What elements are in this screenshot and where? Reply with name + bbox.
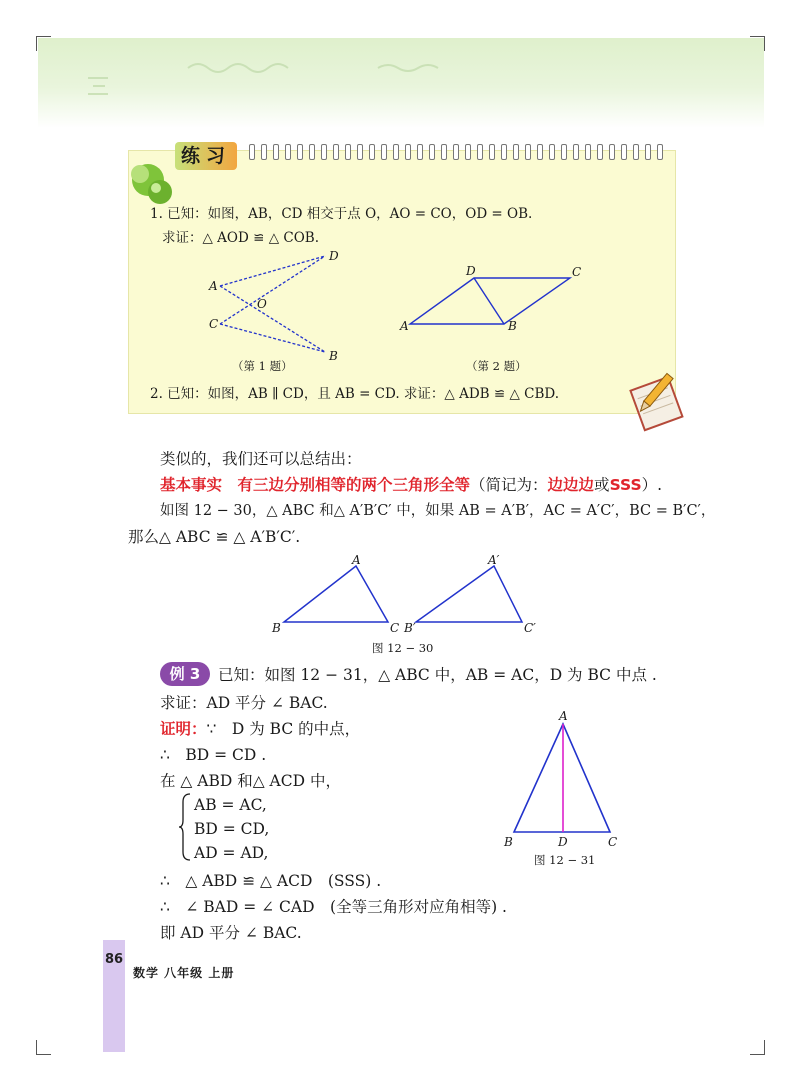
- label-a: A: [209, 279, 218, 293]
- body-line-4: 那么△ ABC ≌ △ A′B′C′.: [128, 528, 301, 546]
- label-a: A: [352, 554, 361, 567]
- spiral-ring: [489, 144, 495, 160]
- spiral-ring: [477, 144, 483, 160]
- banner-decoration: [38, 38, 764, 128]
- body-line-3: 如图 12 − 30，△ ABC 和△ A′B′C′ 中，如果 AB = A′B′，AC = A′C′，BC = B′C′，: [160, 503, 716, 519]
- notebook-pencil-icon: [622, 368, 694, 436]
- example-prove: 求证：AD 平分 ∠ BAC.: [160, 694, 328, 712]
- spiral-ring: [357, 144, 363, 160]
- spiral-ring: [561, 144, 567, 160]
- crop-mark-bottom-left: [36, 1040, 51, 1055]
- spiral-ring: [657, 144, 663, 160]
- proof-step-4: ∴ ∠ BAD = ∠ CAD (全等三角形对应角相等) .: [160, 898, 507, 916]
- q2-text: 2. 已知：如图，AB ∥ CD，且 AB = CD. 求证：△ ADB ≌ △ CBD.: [150, 386, 560, 402]
- triangle-a-prime: [416, 566, 522, 622]
- spiral-ring: [309, 144, 315, 160]
- proof-label: 证明：: [160, 720, 207, 738]
- example-badge: 例 3: [160, 662, 210, 686]
- proof-because: ∵ D 为 BC 的中点，: [206, 720, 361, 738]
- exercise-title: 练习: [175, 142, 237, 170]
- spiral-ring: [513, 144, 519, 160]
- spiral-ring: [261, 144, 267, 160]
- diagonal-db: [474, 278, 504, 324]
- fig-12-30-caption: 图 12 − 30: [372, 641, 434, 655]
- label-c: C: [390, 621, 400, 635]
- spiral-ring: [645, 144, 651, 160]
- spiral-ring: [621, 144, 627, 160]
- brace-line-3: AD = AD,: [194, 844, 269, 862]
- spiral-ring: [285, 144, 291, 160]
- spiral-ring: [297, 144, 303, 160]
- spiral-ring: [345, 144, 351, 160]
- label-c: C: [209, 317, 219, 331]
- fact-paren-close: ）.: [641, 476, 663, 494]
- basic-fact: [160, 474, 662, 496]
- header-banner: [38, 38, 764, 128]
- label-b: B: [508, 319, 517, 333]
- figure-q2: [398, 262, 588, 338]
- triangle-abc: [514, 724, 610, 832]
- spiral-ring: [453, 144, 459, 160]
- spiral-ring: [609, 144, 615, 160]
- proof-line-0: [160, 718, 360, 740]
- example-given: 已知：如图 12 − 31，△ ABC 中，AB = AC，D 为 BC 中点 .: [218, 666, 657, 684]
- segment-ab: [220, 286, 325, 352]
- book-title: 数学 八年级 上册: [133, 966, 235, 980]
- spiral-ring: [321, 144, 327, 160]
- segment-cd: [220, 256, 325, 324]
- spiral-ring: [501, 144, 507, 160]
- spiral-ring: [525, 144, 531, 160]
- figure-12-31: [500, 708, 622, 850]
- spiral-ring: [597, 144, 603, 160]
- fact-sss: SSS: [609, 476, 642, 494]
- proof-step-2: 在 △ ABD 和△ ACD 中，: [160, 772, 341, 790]
- spiral-ring: [369, 144, 375, 160]
- label-b: B: [329, 349, 338, 363]
- label-a-prime: A′: [488, 554, 500, 567]
- fact-short: 边边边: [547, 476, 595, 494]
- label-a: A: [559, 709, 568, 723]
- fig-q2-caption: （第 2 题）: [466, 359, 527, 373]
- label-a: A: [400, 319, 409, 333]
- label-c: C: [608, 835, 618, 849]
- q1-prove: 求证：△ AOD ≌ △ COB.: [162, 230, 319, 246]
- spiral-ring: [633, 144, 639, 160]
- label-c-prime: C′: [524, 621, 536, 635]
- fact-label: 基本事实 有三边分别相等的两个三角形全等: [160, 476, 471, 494]
- fact-paren-open: （简记为：: [470, 476, 548, 494]
- q1-given: 1. 已知：如图，AB，CD 相交于点 O，AO = CO，OD = OB.: [150, 206, 533, 222]
- spiral-ring: [429, 144, 435, 160]
- brace-symbol: [178, 792, 192, 862]
- spiral-ring: [537, 144, 543, 160]
- label-b-prime: B′: [404, 621, 416, 635]
- spiral-ring: [573, 144, 579, 160]
- spiral-ring: [333, 144, 339, 160]
- label-b: B: [272, 621, 281, 635]
- brace-line-2: BD = CD,: [194, 820, 270, 838]
- brace-line-1: AB = AC,: [194, 796, 267, 814]
- fig-12-31-caption: 图 12 − 31: [534, 853, 596, 867]
- spiral-ring: [249, 144, 255, 160]
- spiral-ring: [273, 144, 279, 160]
- label-o: O: [257, 297, 267, 311]
- segment-ad: [220, 256, 325, 286]
- spiral-ring: [417, 144, 423, 160]
- spiral-ring: [393, 144, 399, 160]
- spiral-ring: [549, 144, 555, 160]
- spiral-ring: [441, 144, 447, 160]
- figure-12-30: [268, 554, 558, 638]
- body-line-1: 类似的，我们还可以总结出：: [160, 450, 362, 468]
- label-d: D: [558, 835, 568, 849]
- proof-step-1: ∴ BD = CD .: [160, 746, 267, 764]
- fig-q1-caption: （第 1 题）: [232, 359, 293, 373]
- label-c: C: [572, 265, 582, 279]
- spiral-ring: [585, 144, 591, 160]
- proof-step-5: 即 AD 平分 ∠ BAC.: [160, 924, 302, 942]
- parallelogram: [410, 278, 570, 324]
- page-number: 86: [104, 952, 124, 967]
- figure-q1: [205, 248, 355, 366]
- fact-or: 或: [594, 476, 610, 494]
- spiral-ring: [405, 144, 411, 160]
- label-d: D: [466, 264, 476, 278]
- spiral-ring: [381, 144, 387, 160]
- label-d: D: [329, 249, 339, 263]
- label-b: B: [504, 835, 513, 849]
- crop-mark-bottom-right: [750, 1040, 765, 1055]
- triangle-abc: [284, 566, 388, 622]
- proof-step-3: ∴ △ ABD ≌ △ ACD (SSS) .: [160, 872, 382, 890]
- segment-cb: [220, 324, 325, 352]
- spiral-ring: [465, 144, 471, 160]
